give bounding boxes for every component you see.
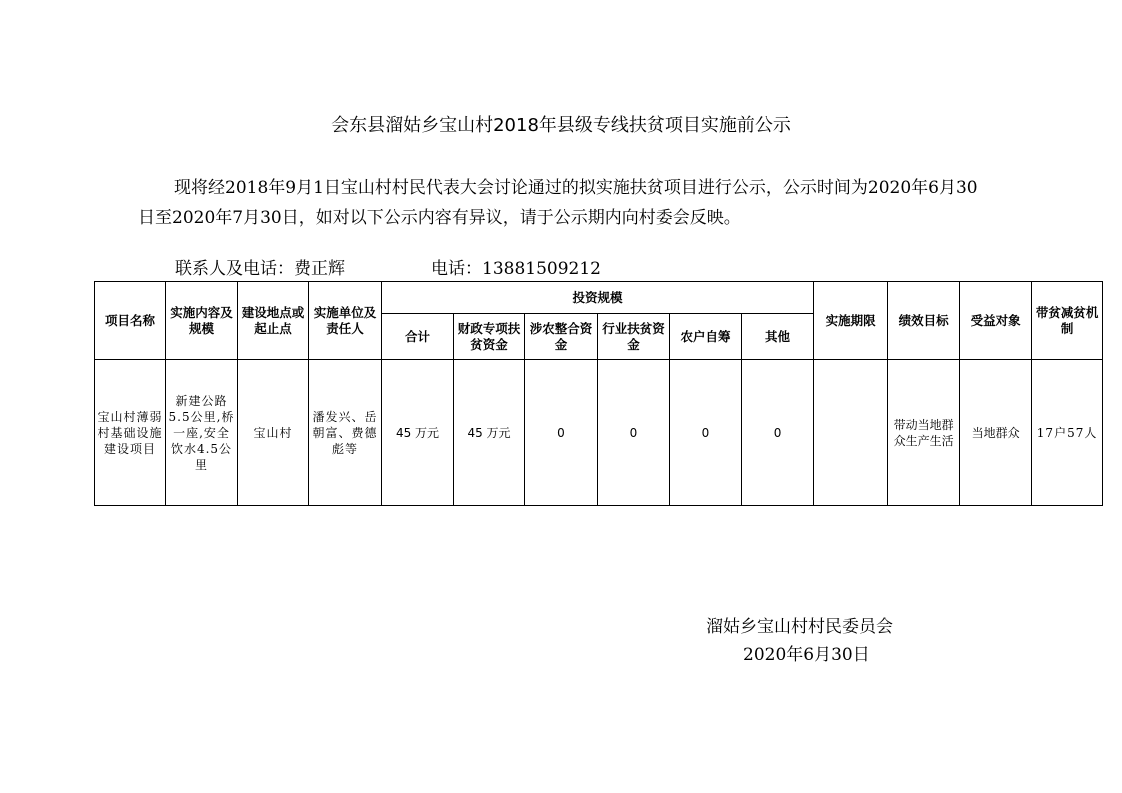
cell-beneficiary: 当地群众 (960, 360, 1032, 506)
cell-project-name: 宝山村薄弱村基础设施建设项目 (95, 360, 166, 506)
contact-person: 联系人及电话：费正辉 (175, 259, 345, 279)
header-agri: 涉农整合资金 (525, 314, 598, 360)
header-period: 实施期限 (814, 282, 888, 360)
cell-content: 新建公路5.5公里,桥一座,安全饮水4.5公里 (166, 360, 238, 506)
cell-agri: 0 (525, 360, 598, 506)
signature-organization: 溜姑乡宝山村村民委员会 (706, 617, 893, 637)
cell-other: 0 (742, 360, 814, 506)
header-fiscal: 财政专项扶贫资金 (454, 314, 525, 360)
contact-line (175, 258, 601, 280)
cell-period (814, 360, 888, 506)
header-unit: 实施单位及责任人 (309, 282, 382, 360)
header-other: 其他 (742, 314, 814, 360)
header-farmer: 农户自筹 (670, 314, 742, 360)
cell-farmer: 0 (670, 360, 742, 506)
document-title: 会东县溜姑乡宝山村2018年县级专线扶贫项目实施前公示 (331, 115, 791, 136)
intro-paragraph: 现将经2018年9月1日宝山村村民代表大会讨论通过的拟实施扶贫项目进行公示，公示时间为2020年6月30日至2020年7月30日，如对以下公示内容有异议，请于公示期内向村委会反映。 (138, 178, 978, 228)
header-goal: 绩效目标 (888, 282, 960, 360)
cell-industry: 0 (598, 360, 670, 506)
header-beneficiary: 受益对象 (960, 282, 1032, 360)
project-table (94, 281, 1103, 506)
table-row (95, 360, 1103, 506)
cell-goal: 带动当地群众生产生活 (888, 360, 960, 506)
contact-phone: 电话：13881509212 (431, 259, 601, 279)
header-row-1 (95, 282, 1103, 314)
cell-location: 宝山村 (238, 360, 309, 506)
cell-unit: 潘发兴、岳朝富、费德彪等 (309, 360, 382, 506)
cell-fiscal: 45 万元 (454, 360, 525, 506)
header-content: 实施内容及规模 (166, 282, 238, 360)
header-investment: 投资规模 (382, 282, 814, 314)
header-total: 合计 (382, 314, 454, 360)
cell-mechanism: 17户57人 (1032, 360, 1103, 506)
header-mechanism: 带贫减贫机制 (1032, 282, 1103, 360)
signature-date: 2020年6月30日 (743, 645, 870, 665)
cell-total: 45 万元 (382, 360, 454, 506)
header-industry: 行业扶贫资金 (598, 314, 670, 360)
header-location: 建设地点或起止点 (238, 282, 309, 360)
header-project-name: 项目名称 (95, 282, 166, 360)
